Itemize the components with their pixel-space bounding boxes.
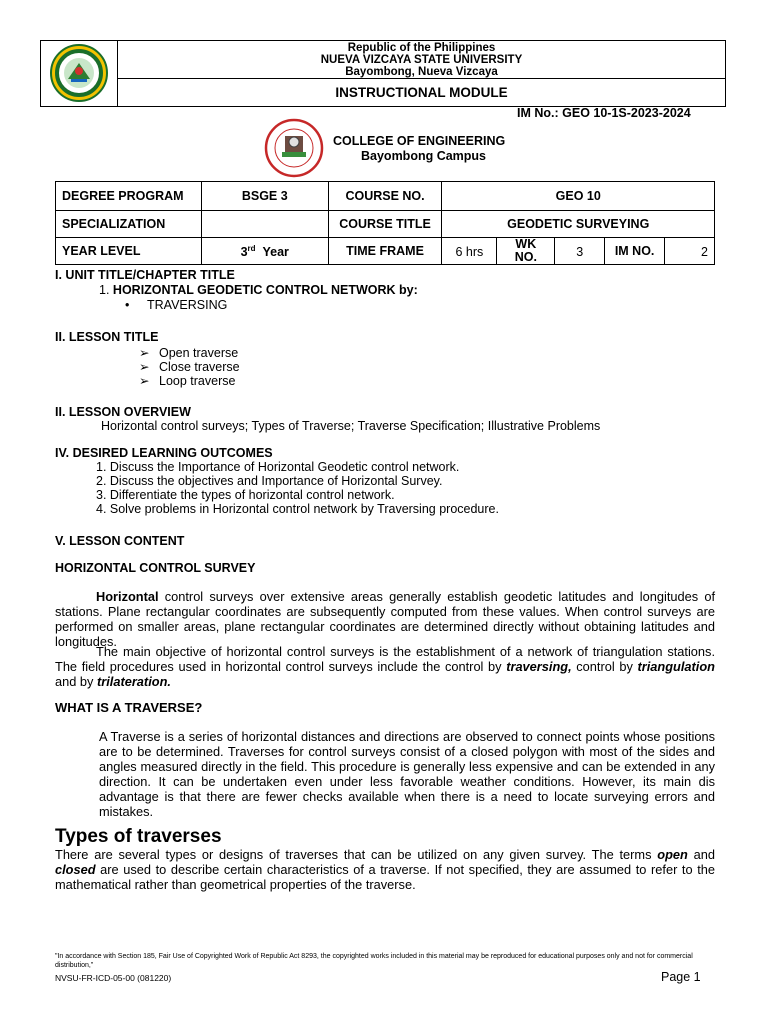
year-level-value (201, 238, 328, 265)
unit-item (99, 283, 418, 297)
im-no-label: IM NO. (605, 238, 665, 265)
year-level-label: YEAR LEVEL (56, 238, 202, 265)
traverse-definition: A Traverse is a series of horizontal distances and directions are observed to connect points whose positions are to be determined. Traverses for control surveys consist of a closed polygon with most of the sides and angles measured directly in the field. This procedure is generally less expensive and can be extended in any direction. It can be undertaken even under less favorable weather conditions. However, its main dis advantage is that there are fewer checks available when there is a need to locate surveying errors and mistakes. (99, 729, 715, 819)
course-title-value: GEODETIC SURVEYING (442, 211, 715, 238)
overview-text: Horizontal control surveys; Types of Traverse; Traverse Specification; Illustrative Problems (101, 419, 601, 433)
lesson-title-text: Open traverse (159, 346, 239, 360)
lesson-title-heading: II. LESSON TITLE (55, 330, 159, 344)
horizontal-control-heading: HORIZONTAL CONTROL SURVEY (55, 561, 256, 575)
university-seal-icon (41, 41, 118, 106)
horizontal-control-paragraph-2 (55, 644, 715, 689)
university-title-cell (118, 41, 725, 79)
specialization-value (201, 211, 328, 238)
paragraph-2-text-b: control by (571, 659, 638, 674)
traversing-term: traversing, (506, 659, 572, 674)
paragraph-2-text-c: and by (55, 674, 97, 689)
course-no-label: COURSE NO. (328, 182, 442, 211)
table-row (56, 211, 715, 238)
horizontal-bold: Horizontal (96, 589, 159, 604)
types-text-c: are used to describe certain characteristics of a traverse. If not specified, they are assumed to refer to the mathematical rather than geometrical properties of the traverse. (55, 862, 715, 892)
lesson-title-text: Close traverse (159, 360, 240, 374)
content-heading: V. LESSON CONTENT (55, 534, 185, 548)
lesson-title-item (139, 345, 238, 360)
horizontal-control-paragraph-1 (55, 589, 715, 649)
types-text-a: There are several types or designs of traverses that can be utilized on any given survey. The terms (55, 847, 658, 862)
year-word: Year (262, 245, 289, 260)
closed-term: closed (55, 862, 96, 877)
university-logo-cell (41, 41, 118, 106)
unit-heading: I. UNIT TITLE/CHAPTER TITLE (55, 268, 235, 282)
course-title-label: COURSE TITLE (328, 211, 442, 238)
course-info-table (55, 181, 715, 265)
overview-heading: II. LESSON OVERVIEW (55, 405, 191, 419)
unit-sub-item-text: TRAVERSING (147, 298, 228, 312)
open-term: open (657, 847, 688, 862)
university-name: NUEVA VIZCAYA STATE UNIVERSITY (320, 54, 523, 66)
table-row (56, 238, 715, 265)
year-num: 3 (240, 245, 248, 260)
outcome-item: 1. Discuss the Importance of Horizontal Geodetic control network. (96, 460, 460, 474)
trilateration-term: trilateration. (96, 674, 171, 689)
outcome-item: 2. Discuss the objectives and Importance of Horizontal Survey. (96, 474, 443, 488)
outcomes-heading: IV. DESIRED LEARNING OUTCOMES (55, 446, 273, 460)
module-title: INSTRUCTIONAL MODULE (335, 85, 508, 100)
triangulation-term: triangulation (637, 659, 715, 674)
paragraph-1-text: control surveys over extensive areas generally establish geodetic latitudes and longitudes of stations. Plane rectangular coordinates are subsequently computed from these values. When control surveys are performed on smaller areas, plane rectangular coordinates are determined directly without obtaining latitudes and longitudes. (55, 589, 715, 649)
types-text-b: and (687, 847, 715, 862)
im-no-value: 2 (665, 238, 715, 265)
arrow-bullet-icon: ➢ (139, 360, 150, 374)
year-sup: rd (247, 244, 256, 254)
college-seal-icon (258, 118, 330, 178)
course-no-value: GEO 10 (442, 182, 715, 211)
page-number: Page 1 (661, 970, 701, 984)
time-frame-value: 6 hrs (442, 238, 497, 265)
types-heading: Types of traverses (55, 826, 222, 847)
college-name: COLLEGE OF ENGINEERING (333, 134, 506, 148)
wk-no-label: WK NO. (497, 238, 555, 265)
specialization-label: SPECIALIZATION (56, 211, 202, 238)
outcome-item: 3. Differentiate the types of horizontal control network. (96, 488, 395, 502)
lesson-title-text: Loop traverse (159, 374, 236, 388)
unit-item-title: HORIZONTAL GEODETIC CONTROL NETWORK by: (112, 283, 418, 297)
lesson-title-item (139, 373, 235, 388)
form-code: NVSU-FR-ICD-05-00 (081220) (55, 973, 172, 983)
republic-text: Republic of the Philippines (347, 42, 496, 54)
bullet-icon: • (125, 298, 130, 312)
document-header (40, 40, 726, 107)
arrow-bullet-icon: ➢ (139, 346, 150, 360)
outcome-item: 4. Solve problems in Horizontal control network by Traversing procedure. (96, 502, 499, 516)
wk-no-value: 3 (555, 238, 605, 265)
table-row (56, 182, 715, 211)
campus-name: Bayombong Campus (361, 149, 487, 163)
degree-program-value: BSGE 3 (201, 182, 328, 211)
arrow-bullet-icon: ➢ (139, 374, 150, 388)
unit-sub-item (125, 298, 227, 312)
degree-program-label: DEGREE PROGRAM (56, 182, 202, 211)
traverse-heading: WHAT IS A TRAVERSE? (55, 700, 203, 715)
types-paragraph (55, 847, 715, 892)
unit-item-number: 1. (99, 283, 110, 297)
paragraph-2-text-a: The main objective of horizontal control surveys is the establishment of a network of triangulation stations. The field procedures used in horizontal control surveys include the control by (55, 644, 715, 674)
time-frame-label: TIME FRAME (328, 238, 442, 265)
copyright-disclaimer: "In accordance with Section 185, Fair Use of Copyrighted Work of Republic Act 8293, the copyrighted works included in this material may be reproduced for educational purposes only and not for commercial distribution," (55, 953, 693, 969)
im-number: IM No.: GEO 10-1S-2023-2024 (517, 106, 691, 120)
lesson-title-item (139, 359, 240, 374)
university-location: Bayombong, Nueva Vizcaya (345, 66, 498, 78)
